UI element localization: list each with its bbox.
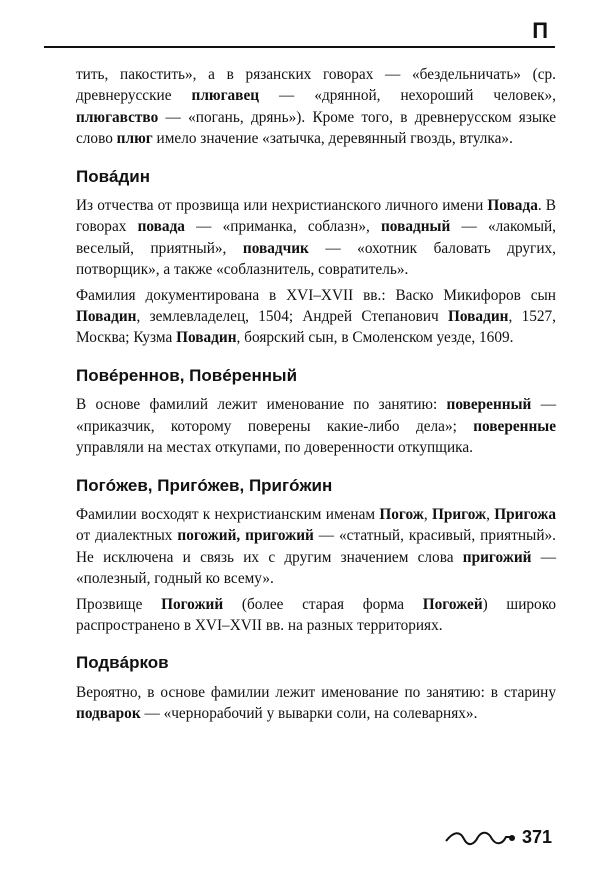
ornament-icon: [444, 829, 516, 847]
entry-title: Погóжев, Пригóжев, Пригóжин: [76, 475, 333, 495]
entry-pogozhev: [76, 475, 556, 637]
entry-paragraph: Прозвище Погожий (более старая форма Погожей) широко распространено в XVI–XVII вв. на разных территориях.: [76, 595, 556, 634]
header-rule: [44, 46, 555, 48]
entry-title: Подвáрков: [76, 653, 169, 673]
entry-paragraph: Фамилия документирована в XVI–XVII вв.: Васко Микифоров сын Повадин, землевладелец, 1504; Андрей Степанович Повадин, 1527, Москва; Кузма Повадин, боярский сын, в Смоленском уезде, 1609.: [76, 286, 556, 347]
entry-title: Повéреннов, Повéренный: [76, 365, 298, 385]
entry-title: Повáдин: [76, 166, 151, 186]
entry-paragraph: В основе фамилий лежит именование по занятию: поверенный — «приказчик, которому поверены какие-либо дела»; поверенные управляли на местах откупами, по доверенности откупщика.: [76, 396, 557, 457]
section-letter: П: [532, 18, 548, 43]
intro-paragraph: тить, пакостить», а в рязанских говорах — «бездельничать» (ср. древнерусские плюгавец — «дрянной, нехороший человек», плюгавство — «погань, дрянь»). Кроме того, в древнерусском языке слово плюг имело значение «затычка, деревянный гвоздь, втулка».: [76, 66, 556, 148]
entry-paragraph: Вероятно, в основе фамилии лежит именование по занятию: в старину подварок — «чернорабочий у выварки соли, на солеварнях».: [76, 683, 556, 723]
page-content: [76, 64, 556, 729]
entry-poverennov: [76, 365, 556, 459]
entry-podvarkov: [76, 652, 556, 724]
entry-povadin: [76, 166, 556, 349]
entry-paragraph: Из отчества от прозвища или нехристианского личного имени Повада. В говорах повада — «приманка, соблазн», повадный — «лакомый, веселый, приятный», повадчик — «охотник баловать других, потворщик», а также «соблазнитель, совратитель».: [76, 197, 557, 279]
page-number: 371: [521, 827, 552, 847]
page-footer: [444, 827, 552, 848]
entry-paragraph: Фамилии восходят к нехристианским именам Погож, Пригож, Пригожа от диалектных погожий, пригожий — «статный, красивый, приятный». Не исключена и связь их с другим значением слова пригожий — «полезный, годный ко всему».: [76, 505, 557, 588]
